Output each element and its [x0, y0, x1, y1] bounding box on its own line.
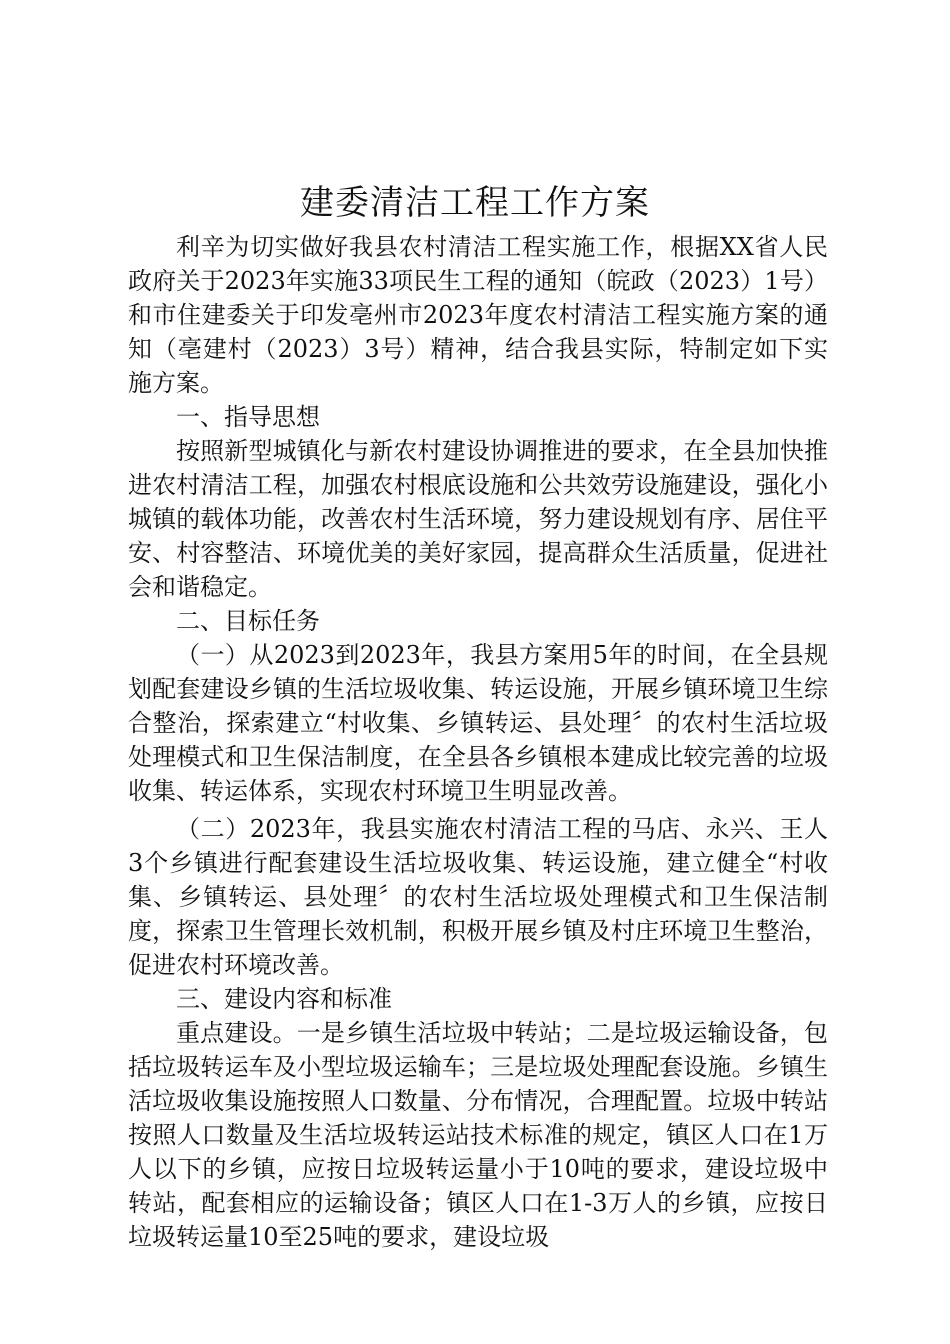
goal-paragraph-1: （一）从2023到2023年，我县方案用5年的时间，在全县规划配套建设乡镇的生活垃圾收集、转运设施，开展乡镇环境卫生综合整治，探索建立“村收集、乡镇转运、县处理〞的农村生活垃圾处理模式和卫生保洁制度，在全县各乡镇根本建成比较完善的垃圾收集、转运体系，实现农村环境卫生明显改善。	[128, 641, 828, 805]
section-heading-guiding-ideology: 一、指导思想	[176, 403, 320, 431]
section-heading-construction-content: 三、建设内容和标准	[176, 985, 392, 1013]
construction-content-paragraph: 重点建设。一是乡镇生活垃圾中转站；二是垃圾运输设备，包括垃圾转运车及小型垃圾运输车；三是垃圾处理配套设施。乡镇生活垃圾收集设施按照人口数量、分布情况，合理配置。垃圾中转站按照人口数量及生活垃圾转运站技术标准的规定，镇区人口在1万人以下的乡镇，应按日垃圾转运量小于10吨的要求，建设垃圾中转站，配套相应的运输设备；镇区人口在1-3万人的乡镇，应按日垃圾转运量10至25吨的要求，建设垃圾	[128, 1019, 828, 1251]
document-title: 建委清洁工程工作方案	[300, 183, 650, 223]
intro-paragraph: 利辛为切实做好我县农村清洁工程实施工作，根据XX省人民政府关于2023年实施33项民生工程的通知（皖政（2023）1号）和市住建委关于印发亳州市2023年度农村清洁工程实施方案的通知（亳建村（2023）3号）精神，结合我县实际，特制定如下实施方案。	[128, 233, 828, 397]
guiding-ideology-paragraph: 按照新型城镇化与新农村建设协调推进的要求，在全县加快推进农村清洁工程，加强农村根底设施和公共效劳设施建设，强化小城镇的载体功能，改善农村生活环境，努力建设规划有序、居住平安、村容整洁、环境优美的美好家园，提高群众生活质量，促进社会和谐稳定。	[128, 437, 828, 601]
section-heading-goals-tasks: 二、目标任务	[176, 607, 320, 635]
goal-paragraph-2: （二）2023年，我县实施农村清洁工程的马店、永兴、王人3个乡镇进行配套建设生活垃圾收集、转运设施，建立健全“村收集、乡镇转运、县处理〞的农村生活垃圾处理模式和卫生保洁制度，探索卫生管理长效机制，积极开展乡镇及村庄环境卫生整治，促进农村环境改善。	[128, 815, 828, 979]
document-body	[128, 230, 828, 1254]
